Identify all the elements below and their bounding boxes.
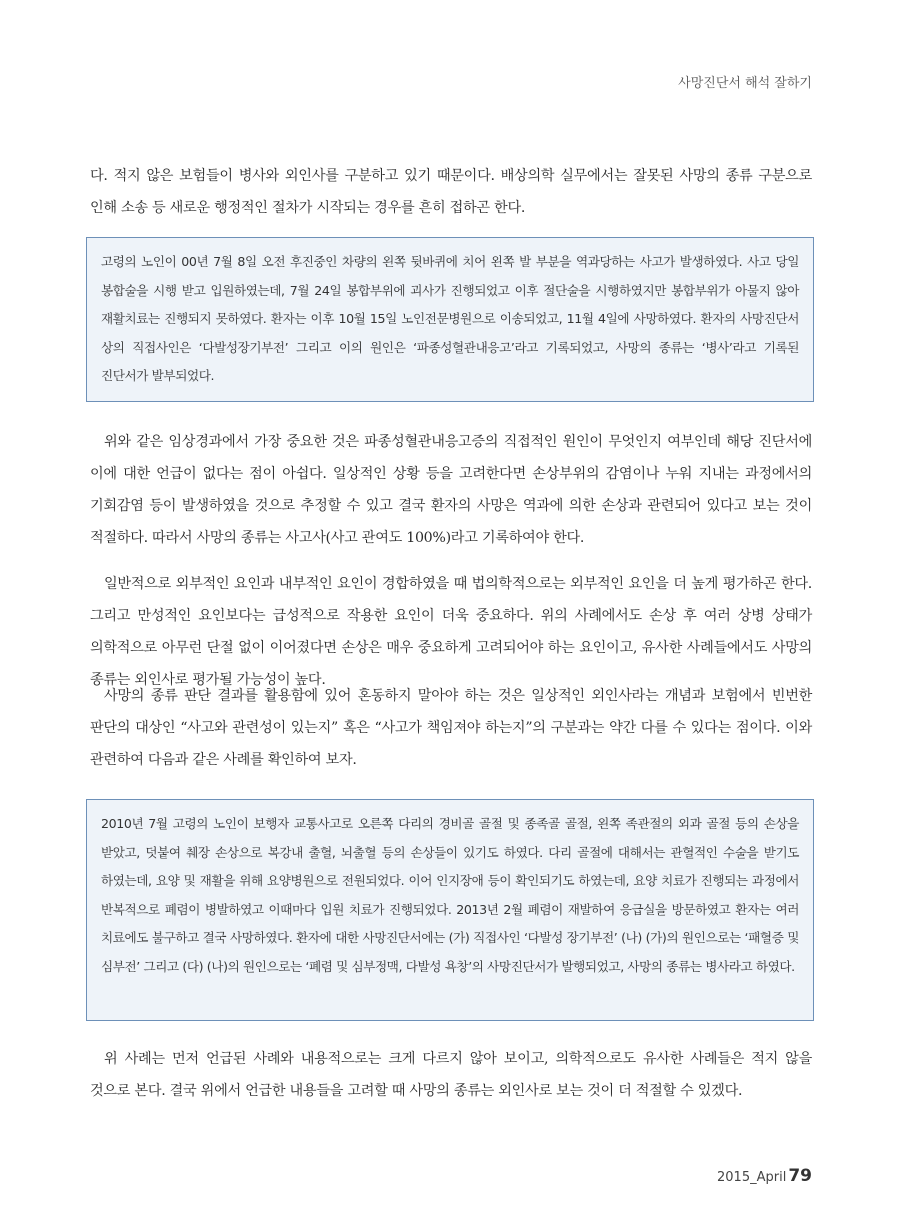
case-box-2-text: 2010년 7월 고령의 노인이 보행자 교통사고로 오른쪽 다리의 경비골 골절 및 종족골 골절, 왼쪽 족관절의 외과 골절 등의 손상을 받았고, 덧붙여 췌장 손상으로 복강내 출혈, 뇌출혈 등의 손상들이 있기도 하였다. 다리 골절에 대해서는 관혈적인 수술을 받기도 하였는데, 요양 및 재활을 위해 요양병원으로 전원되었다. 이어 인지장애 등이 확인되기도 하였는데, 요양 치료가 진행되는 과정에서 반복적으로 폐렴이 병발하였고 이때마다 입원 치료가 진행되었다. 2013년 2월 폐렴이 재발하여 응급실을 방문하였고 환자는 여러 치료에도 불구하고 결국 사망하였다. 환자에 대한 사망진단서에는 (가) 직접사인 ‘다발성 장기부전’ (나) (가)의 원인으로는 ‘패혈증 및 심부전’ 그리고 (다) (나)의 원인으로는 ‘폐렴 및 심부정맥, 다발성 욕창’의 사망진단서가 발행되었고, 사망의 종류는 병사라고 하였다. [101,816,799,974]
case-box-2 [86,799,814,1021]
paragraph-5: 위 사례는 먼저 언급된 사례와 내용적으로는 크게 다르지 않아 보이고, 의학적으로도 유사한 사례들은 적지 않을 것으로 본다. 결국 위에서 언급한 내용들을 고려할 때 사망의 종류는 외인사로 보는 것이 더 적절할 수 있겠다. [90,1051,812,1099]
page-number: 79 [788,1166,812,1186]
paragraph-1: 다. 적지 않은 보험들이 병사와 외인사를 구분하고 있기 때문이다. 배상의학 실무에서는 잘못된 사망의 종류 구분으로 인해 소송 등 새로운 행정적인 절차가 시작되는 경우를 흔히 접하곤 한다. [90,168,812,216]
paragraph-4: 사망의 종류 판단 결과를 활용함에 있어 혼동하지 말아야 하는 것은 일상적인 외인사라는 개념과 보험에서 빈번한 판단의 대상인 “사고와 관련성이 있는지” 혹은 “사고가 책임져야 하는지”의 구분과는 약간 다를 수 있다는 점이다. 이와 관련하여 다음과 같은 사례를 확인하여 보자. [90,688,812,768]
paragraph-3: 일반적으로 외부적인 요인과 내부적인 요인이 경합하였을 때 법의학적으로는 외부적인 요인을 더 높게 평가하곤 한다. 그리고 만성적인 요인보다는 급성적으로 작용한 요인이 더욱 중요하다. 위의 사례에서도 손상 후 여러 상병 상태가 의학적으로 아무런 단절 없이 이어졌다면 손상은 매우 중요하게 고려되어야 하는 요인이고, 유사한 사례들에서도 사망의 종류는 외인사로 평가될 가능성이 높다. [90,576,812,688]
running-header: 사망진단서 해석 잘하기 [678,76,812,91]
page-footer [717,1166,812,1186]
issue-label: 2015_April [717,1170,787,1185]
paragraph-2: 위와 같은 임상경과에서 가장 중요한 것은 파종성혈관내응고증의 직접적인 원인이 무엇인지 여부인데 해당 진단서에 이에 대한 언급이 없다는 점이 아쉽다. 일상적인 상황 등을 고려한다면 손상부위의 감염이나 누워 지내는 과정에서의 기회감염 등이 발생하였을 것으로 추정할 수 있고 결국 환자의 사망은 역과에 의한 손상과 관련되어 있다고 보는 것이 적절하다. 따라서 사망의 종류는 사고사(사고 관여도 100%)라고 기록하여야 한다. [90,434,812,546]
case-box-1-text: 고령의 노인이 00년 7월 8일 오전 후진중인 차량의 왼쪽 뒷바퀴에 치어 왼쪽 발 부분을 역과당하는 사고가 발생하였다. 사고 당일 봉합술을 시행 받고 입원하였는데, 7월 24일 봉합부위에 괴사가 진행되었고 이후 절단술을 시행하였지만 봉합부위가 아물지 않아 재활치료는 진행되지 못하였다. 환자는 이후 10월 15일 노인전문병원으로 이송되었고, 11월 4일에 사망하였다. 환자의 사망진단서 상의 직접사인은 ‘다발성장기부전’ 그리고 이의 원인은 ‘파종성혈관내응고’라고 기록되었고, 사망의 종류는 ‘병사’라고 기록된 진단서가 발부되었다. [101,254,799,383]
case-box-1 [86,237,814,402]
